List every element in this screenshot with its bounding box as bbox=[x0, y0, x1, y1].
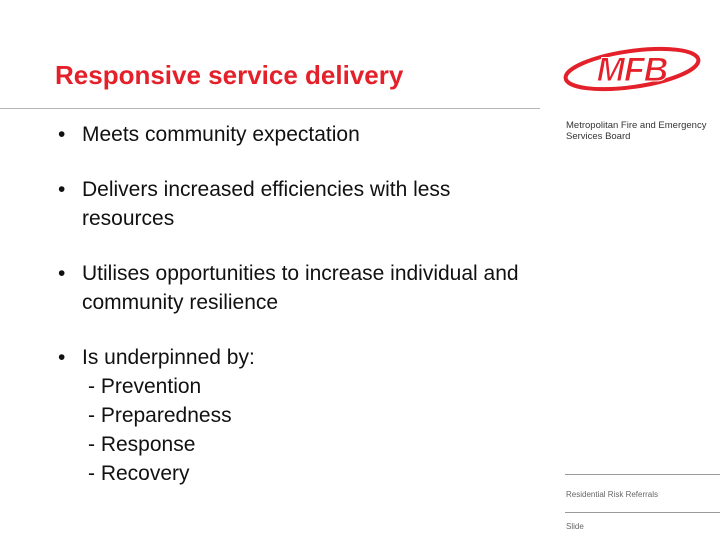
bullet-dot: • bbox=[58, 178, 66, 201]
bullet-dot: • bbox=[58, 346, 66, 369]
footer-slide-label: Slide bbox=[566, 522, 584, 531]
footer-divider bbox=[565, 512, 720, 513]
mfb-logo-text: MFB bbox=[596, 51, 668, 89]
bullet-item bbox=[58, 175, 548, 233]
bullet-text: Is underpinned by: bbox=[82, 346, 255, 369]
organization-name: Metropolitan Fire and Emergency Services Board bbox=[566, 120, 707, 142]
sub-item-preparedness: - Preparedness bbox=[88, 404, 232, 427]
mfb-logo bbox=[562, 42, 702, 92]
sub-item-response: - Response bbox=[88, 433, 196, 456]
bullet-item bbox=[58, 259, 548, 317]
bullet-item bbox=[58, 343, 548, 488]
title-divider bbox=[0, 108, 540, 109]
bullet-dot: • bbox=[58, 262, 66, 285]
slide-title: Responsive service delivery bbox=[55, 60, 404, 90]
sub-item-recovery: - Recovery bbox=[88, 462, 190, 485]
bullet-dot: • bbox=[58, 123, 66, 146]
bullet-text: Meets community expectation bbox=[82, 123, 360, 146]
bullet-text: Delivers increased efficiencies with less resources bbox=[82, 178, 451, 230]
footer-divider bbox=[565, 474, 720, 475]
footer-section-label: Residential Risk Referrals bbox=[566, 490, 659, 499]
sub-item-prevention: - Prevention bbox=[88, 375, 202, 398]
bullet-text: Utilises opportunities to increase individual and community resilience bbox=[82, 262, 519, 314]
bullet-list bbox=[58, 120, 548, 488]
bullet-item bbox=[58, 120, 548, 149]
